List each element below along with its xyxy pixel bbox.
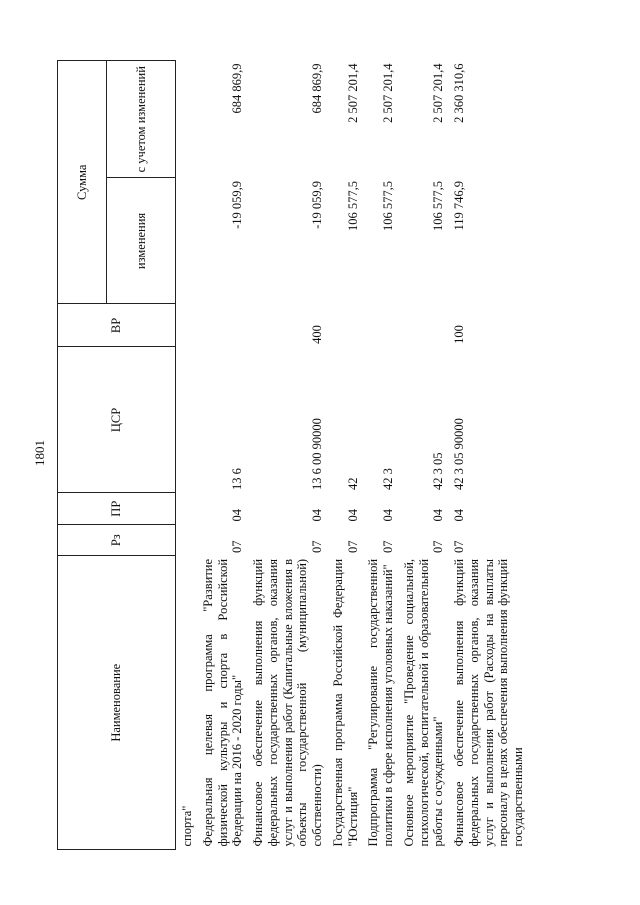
header-row <box>58 61 107 850</box>
row-rz: 07 <box>310 540 324 553</box>
table-row <box>195 61 245 850</box>
table-row <box>446 61 526 850</box>
row-total: 2 507 201,4 <box>381 63 395 123</box>
row-total: 2 507 201,4 <box>345 63 360 123</box>
row-vr <box>176 304 195 347</box>
row-name: Подпрограмма "Регулирование государственной политики в сфере исполнения уголовных наказаний" <box>366 558 395 847</box>
row-name: Финансовое обеспечение выполнения функций федеральных государственных органов, оказания услуг и выполнения работ (Капитальные вложения в объекты государственной (муниципальной) собственности) <box>251 558 324 847</box>
header-name: Наименование <box>58 556 176 850</box>
row-csr: 42 <box>345 477 360 490</box>
row-total <box>176 61 195 178</box>
table-row <box>176 61 195 850</box>
header-vr: ВР <box>58 304 176 347</box>
row-csr <box>176 347 195 493</box>
header-with-changes: с учетом изменений <box>107 61 176 178</box>
row-vr <box>360 304 396 347</box>
row-change: 106 577,5 <box>431 180 446 231</box>
row-vr: 400 <box>310 325 324 344</box>
page-number: 1801 <box>32 440 47 466</box>
row-change: 106 577,5 <box>381 180 395 231</box>
row-change: -19 059,9 <box>310 180 324 229</box>
row-rz: 07 <box>452 540 466 553</box>
row-name: Государственная программа Российской Федерации "Юстиция" <box>330 558 360 847</box>
table-row <box>245 61 325 850</box>
row-rz: 07 <box>431 540 446 553</box>
row-csr: 13 6 00 90000 <box>310 418 324 490</box>
header-csr: ЦСР <box>58 347 176 493</box>
row-vr <box>396 304 446 347</box>
row-rz: 07 <box>345 540 360 553</box>
rotated-page <box>57 60 547 850</box>
row-vr: 100 <box>452 325 466 344</box>
row-name: Финансовое обеспечение выполнения функций федеральных государственных органов, оказания услуг и выполнения работ (Расходы на выплаты персоналу в целях обеспечения выполнения функций государственными <box>452 558 525 847</box>
row-pr: 04 <box>230 508 245 522</box>
row-name: Основное мероприятие "Проведение социальной, психологической, воспитательной и образовательной работы с осужденными" <box>401 558 446 847</box>
header-changes: изменения <box>107 178 176 304</box>
row-total: 684 869,9 <box>230 63 245 114</box>
row-csr: 42 3 <box>381 468 395 490</box>
table-row <box>325 61 361 850</box>
row-pr: 04 <box>431 508 446 522</box>
row-csr: 13 6 <box>230 468 245 490</box>
row-change: 106 577,5 <box>345 180 360 231</box>
row-rz: 07 <box>230 540 245 553</box>
row-rz: 07 <box>381 540 395 553</box>
row-name: Федеральная целевая программа "Развитие физической культуры и спорта в Российской Федерации на 2016 - 2020 годы" <box>200 558 245 847</box>
row-pr: 04 <box>310 508 324 522</box>
row-pr: 04 <box>452 508 466 522</box>
row-total: 2 360 310,6 <box>452 63 466 123</box>
table-row <box>396 61 446 850</box>
row-csr: 42 3 05 <box>431 452 446 490</box>
header-sum: Сумма <box>58 61 107 304</box>
row-csr: 42 3 05 90000 <box>452 418 466 490</box>
row-pr: 04 <box>381 508 395 522</box>
row-name: спорта" <box>180 805 194 847</box>
row-vr <box>195 304 245 347</box>
row-pr: 04 <box>345 508 360 522</box>
row-change <box>176 178 195 304</box>
budget-table <box>57 60 526 850</box>
header-rz: Рз <box>58 524 176 556</box>
row-total: 2 507 201,4 <box>431 63 446 123</box>
row-pr <box>176 493 195 525</box>
row-change: -19 059,9 <box>230 180 245 229</box>
header-pr: ПР <box>58 493 176 525</box>
row-total: 684 869,9 <box>310 63 324 114</box>
row-vr <box>325 304 361 347</box>
row-rz <box>176 524 195 556</box>
row-change: 119 746,9 <box>452 180 466 231</box>
table-row <box>360 61 396 850</box>
